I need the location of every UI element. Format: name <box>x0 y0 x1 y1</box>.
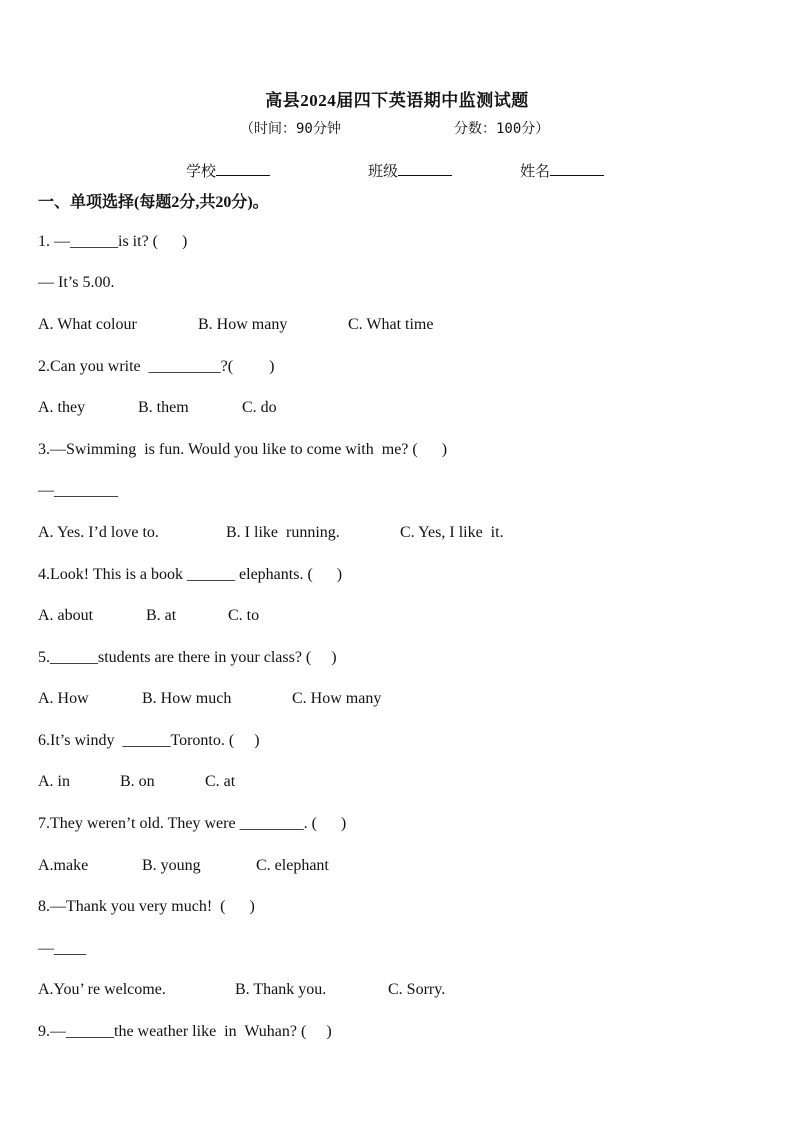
name-field <box>520 160 604 181</box>
question-4-option-c[interactable]: C. to <box>228 607 260 624</box>
question-6-option-c[interactable]: C. at <box>205 773 236 790</box>
section-heading: 一、单项选择(每题2分,共20分)。 <box>38 194 269 211</box>
question-7-option-a[interactable]: A.make <box>38 857 89 874</box>
name-blank[interactable] <box>550 161 604 176</box>
question-3-option-c[interactable]: C. Yes, I like it. <box>400 524 504 541</box>
question-1-stem: 1. —______is it? ( ) <box>38 233 188 250</box>
question-8-stem: 8.—Thank you very much! ( ) <box>38 898 255 915</box>
question-3-option-a[interactable]: A. Yes. I’d love to. <box>38 524 159 541</box>
question-7-option-b[interactable]: B. young <box>142 857 201 874</box>
question-1-option-c[interactable]: C. What time <box>348 316 434 333</box>
question-2-option-c[interactable]: C. do <box>242 399 277 416</box>
name-label: 姓名 <box>520 164 551 180</box>
page-title: 高县2024届四下英语期中监测试题 <box>265 91 529 110</box>
question-6-option-a[interactable]: A. in <box>38 773 70 790</box>
question-1-option-a[interactable]: A. What colour <box>38 316 137 333</box>
class-label: 班级 <box>368 164 399 180</box>
question-4-stem: 4.Look! This is a book ______ elephants. ( ) <box>38 566 343 583</box>
question-6-option-b[interactable]: B. on <box>120 773 155 790</box>
question-2-stem: 2.Can you write _________?( ) <box>38 358 275 375</box>
question-4-option-b[interactable]: B. at <box>146 607 177 624</box>
question-3-stem: 3.—Swimming is fun. Would you like to come with me? ( ) <box>38 441 448 458</box>
question-5-option-c[interactable]: C. How many <box>292 690 382 707</box>
class-blank[interactable] <box>398 161 452 176</box>
question-2-option-b[interactable]: B. them <box>138 399 189 416</box>
question-6-stem: 6.It’s windy ______Toronto. ( ) <box>38 732 260 749</box>
class-field <box>368 160 452 181</box>
question-4-option-a[interactable]: A. about <box>38 607 94 624</box>
question-1-option-b[interactable]: B. How many <box>198 316 288 333</box>
question-5-stem: 5.______students are there in your class? ( ) <box>38 649 337 666</box>
question-9-stem: 9.—______the weather like in Wuhan? ( ) <box>38 1023 332 1040</box>
school-label: 学校 <box>186 164 217 180</box>
question-8-option-b[interactable]: B. Thank you. <box>235 981 327 998</box>
school-field <box>186 160 270 181</box>
question-5-option-b[interactable]: B. How much <box>142 690 232 707</box>
question-8-answer-line: —____ <box>38 940 86 957</box>
question-5-option-a[interactable]: A. How <box>38 690 89 707</box>
question-8-option-a[interactable]: A.You’ re welcome. <box>38 981 166 998</box>
school-blank[interactable] <box>216 161 270 176</box>
exam-score: 分数：100分） <box>454 121 550 137</box>
question-2-option-a[interactable]: A. they <box>38 399 86 416</box>
question-7-stem: 7.They weren’t old. They were ________. ( ) <box>38 815 347 832</box>
exam-time: （时间：90分钟 <box>240 121 341 137</box>
question-7-option-c[interactable]: C. elephant <box>256 857 329 874</box>
question-3-option-b[interactable]: B. I like running. <box>226 524 340 541</box>
question-1-answer-line: — It’s 5.00. <box>38 274 115 291</box>
question-3-answer-line: —________ <box>38 482 118 499</box>
question-8-option-c[interactable]: C. Sorry. <box>388 981 446 998</box>
